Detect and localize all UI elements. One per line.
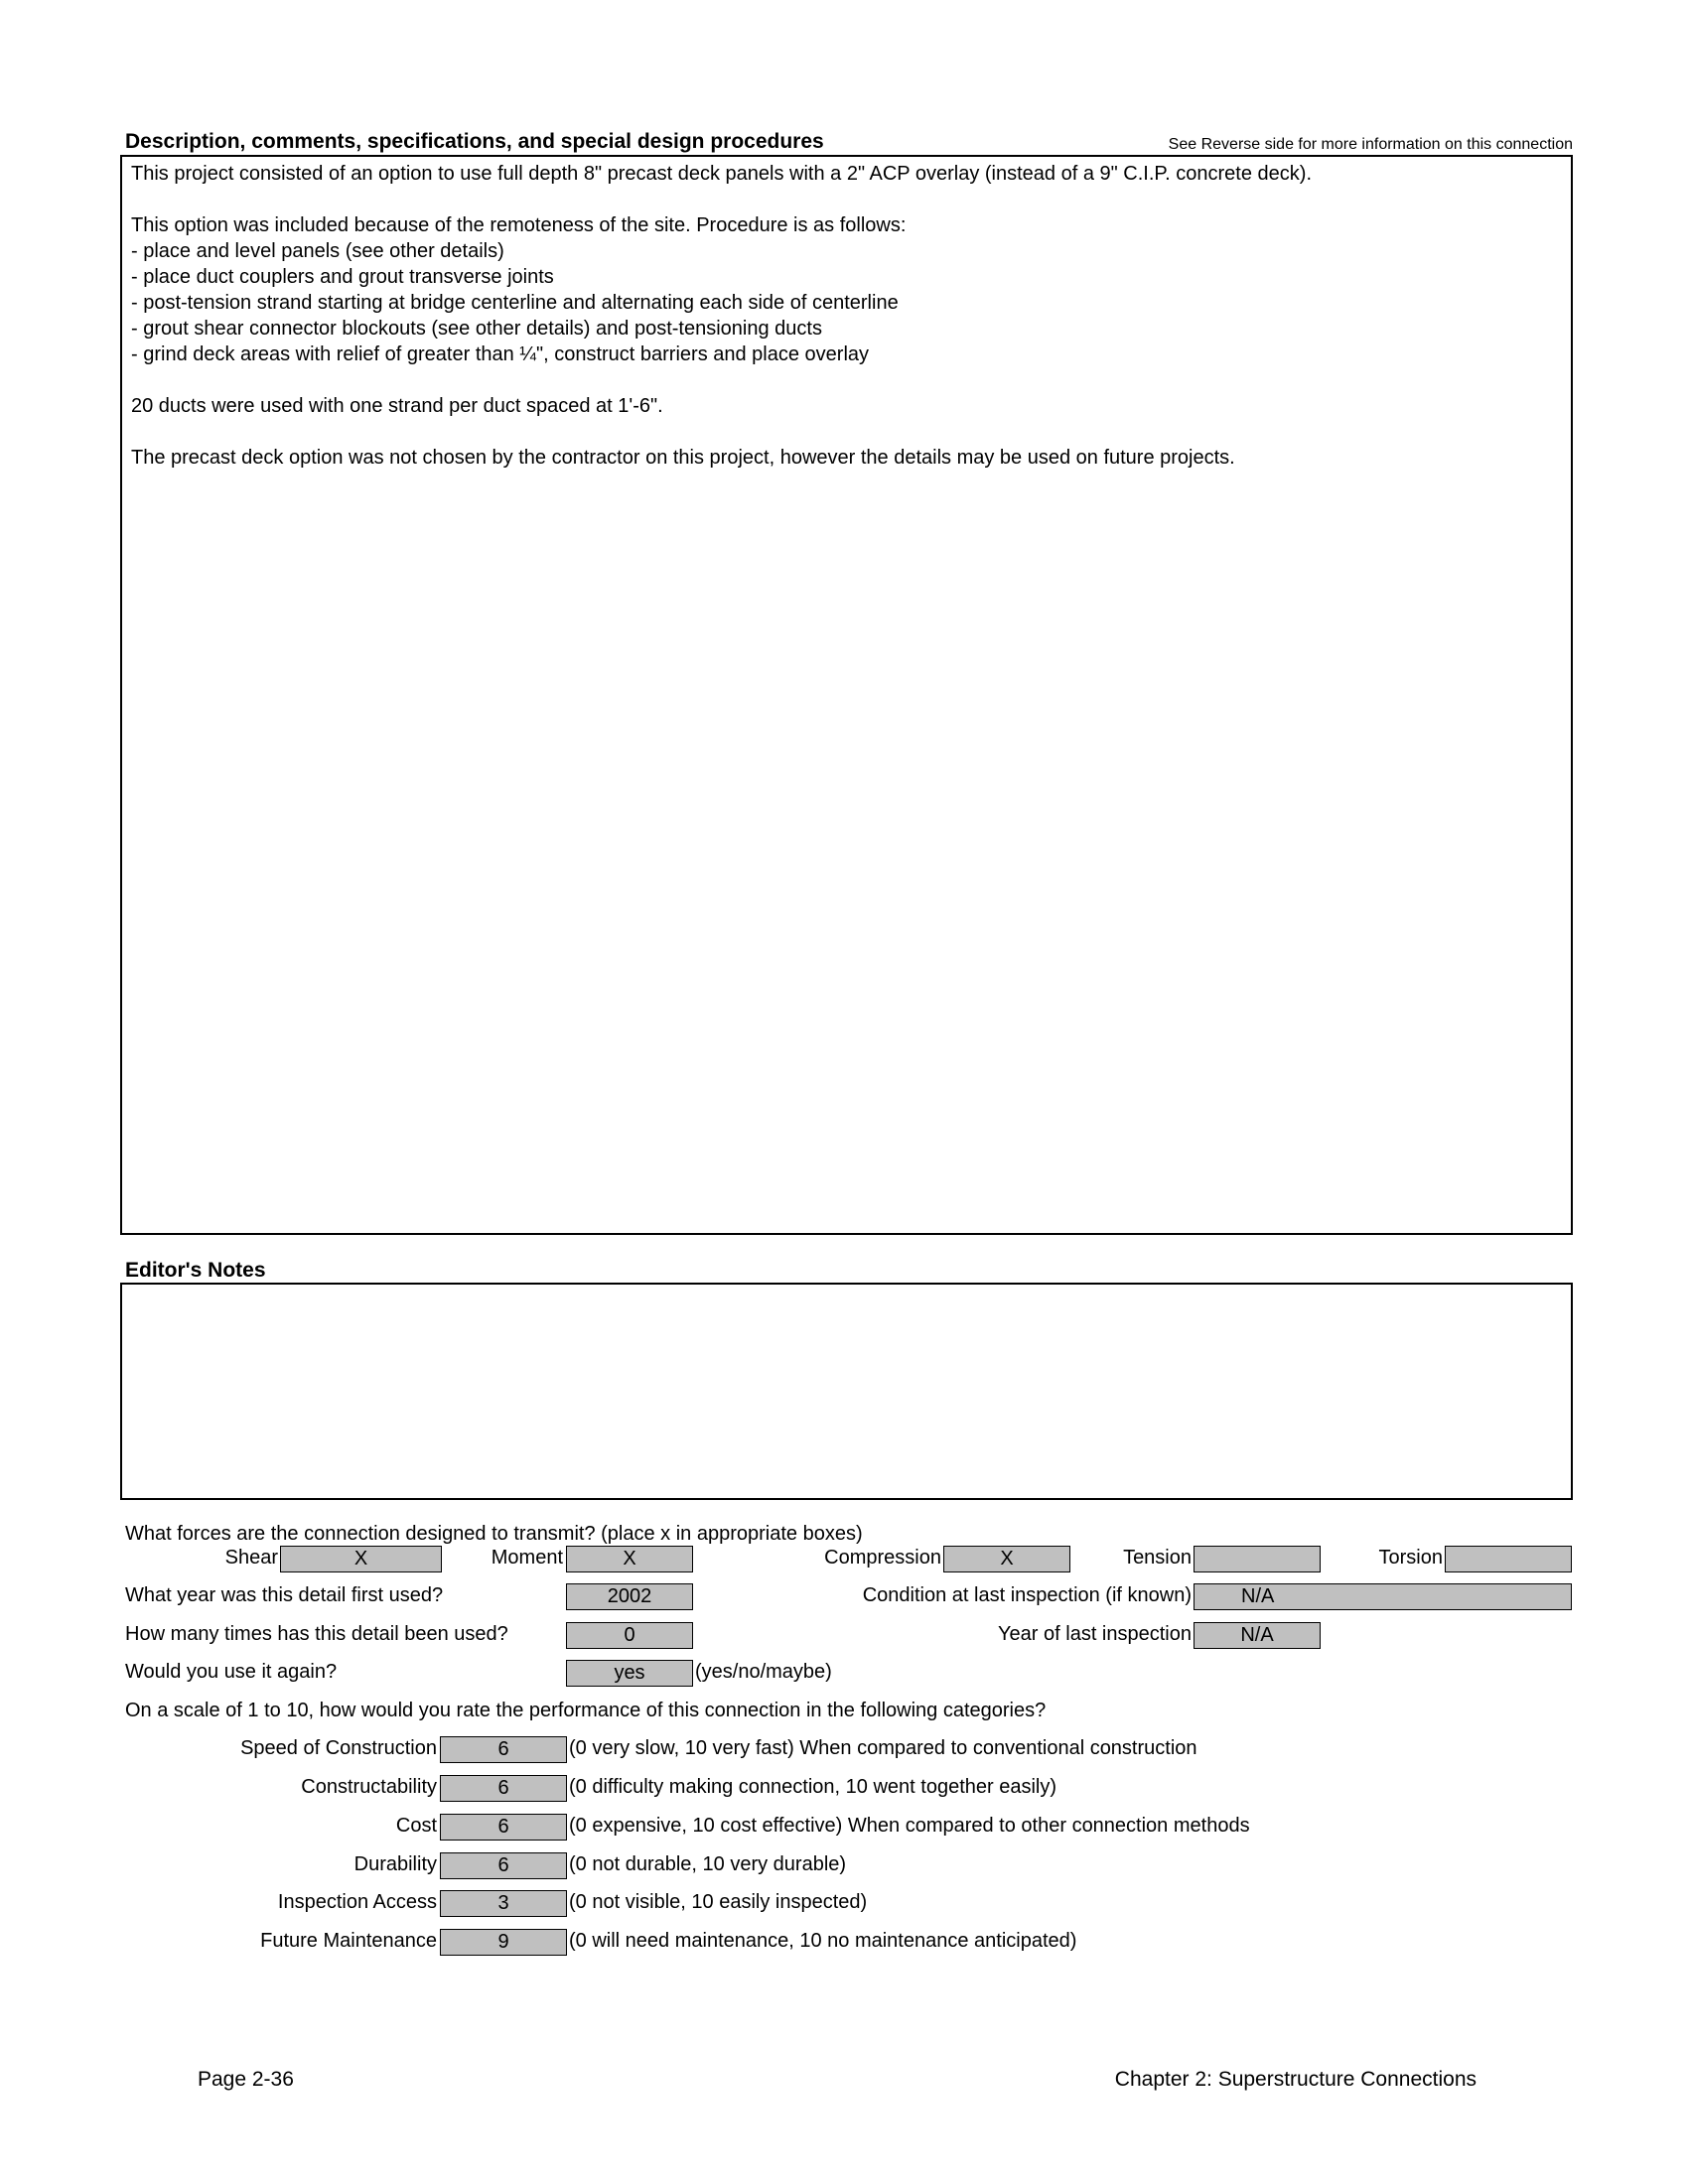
description-paragraph: The precast deck option was not chosen by the contractor on this project, however the details may be used on future projects. [131,447,1235,469]
use-again-field[interactable]: yes [566,1660,693,1687]
rating-field-constructability[interactable]: 6 [440,1775,567,1802]
rating-field-inspection-access[interactable]: 3 [440,1890,567,1917]
description-box [120,155,1573,1235]
procedure-block [131,212,1562,367]
procedure-step: - post-tension strand starting at bridge centerline and alternating each side of centerline [131,292,899,314]
times-used-field[interactable]: 0 [566,1622,693,1649]
tension-field[interactable] [1194,1546,1321,1572]
rating-label-constructability: Constructability [301,1776,437,1798]
compression-field[interactable]: X [943,1546,1070,1572]
torsion-field[interactable] [1445,1546,1572,1572]
rating-label-speed: Speed of Construction [240,1737,437,1759]
editors-notes-text [122,1285,1571,1293]
description-paragraph: 20 ducts were used with one strand per duct spaced at 1'-6". [131,395,663,417]
rating-label-future-maintenance: Future Maintenance [260,1930,437,1952]
description-text [122,157,1571,500]
procedure-step: - grout shear connector blockouts (see other details) and post-tensioning ducts [131,318,822,340]
times-used-question: How many times has this detail been used? [125,1623,508,1645]
rating-hint-cost: (0 expensive, 10 cost effective) When compared to other connection methods [569,1815,1250,1837]
rating-hint-future-maintenance: (0 will need maintenance, 10 no maintenance anticipated) [569,1930,1077,1952]
moment-field[interactable]: X [566,1546,693,1572]
procedure-step: - grind deck areas with relief of greater than ¼", construct barriers and place overlay [131,343,870,365]
rating-field-speed[interactable]: 6 [440,1736,567,1763]
rating-field-durability[interactable]: 6 [440,1852,567,1879]
ratings-question: On a scale of 1 to 10, how would you rate the performance of this connection in the following categories? [125,1700,1047,1721]
condition-label: Condition at last inspection (if known) [862,1584,1192,1606]
use-again-question: Would you use it again? [125,1661,338,1683]
rating-hint-durability: (0 not durable, 10 very durable) [569,1853,847,1875]
rating-field-cost[interactable]: 6 [440,1814,567,1841]
forces-question: What forces are the connection designed to transmit? (place x in appropriate boxes) [125,1523,863,1545]
tension-label: Tension [1123,1547,1192,1569]
editors-notes-box[interactable] [120,1283,1573,1500]
shear-field[interactable]: X [280,1546,442,1572]
rating-label-inspection-access: Inspection Access [277,1891,437,1913]
year-inspection-label: Year of last inspection [998,1623,1192,1645]
procedure-steps [131,238,1562,367]
procedure-step: - place duct couplers and grout transverse joints [131,266,554,288]
condition-field[interactable]: N/A [1194,1583,1572,1610]
description-paragraph: This option was included because of the remoteness of the site. Procedure is as follows: [131,214,907,236]
chapter-title: Chapter 2: Superstructure Connections [1114,2068,1477,2091]
compression-label: Compression [824,1547,941,1569]
rating-hint-speed: (0 very slow, 10 very fast) When compared to conventional construction [569,1737,1197,1759]
description-heading: Description, comments, specifications, and special design procedures [125,130,824,153]
rating-label-durability: Durability [353,1853,437,1875]
first-used-field[interactable]: 2002 [566,1583,693,1610]
reverse-side-note: See Reverse side for more information on this connection [1168,136,1573,153]
torsion-label: Torsion [1378,1547,1443,1569]
rating-hint-inspection-access: (0 not visible, 10 easily inspected) [569,1891,868,1913]
rating-hint-constructability: (0 difficulty making connection, 10 went together easily) [569,1776,1057,1798]
editors-notes-heading: Editor's Notes [125,1259,266,1282]
description-paragraph: This project consisted of an option to use full depth 8" precast deck panels with a 2" ACP overlay (instead of a 9" C.I.P. concrete deck). [131,163,1312,185]
moment-label: Moment [491,1547,563,1569]
first-used-question: What year was this detail first used? [125,1584,444,1606]
shear-label: Shear [224,1547,278,1569]
rating-label-cost: Cost [395,1815,437,1837]
page-number: Page 2-36 [198,2068,294,2091]
rating-field-future-maintenance[interactable]: 9 [440,1929,567,1956]
use-again-hint: (yes/no/maybe) [695,1661,832,1683]
year-inspection-field[interactable]: N/A [1194,1622,1321,1649]
procedure-step: - place and level panels (see other details) [131,240,504,262]
